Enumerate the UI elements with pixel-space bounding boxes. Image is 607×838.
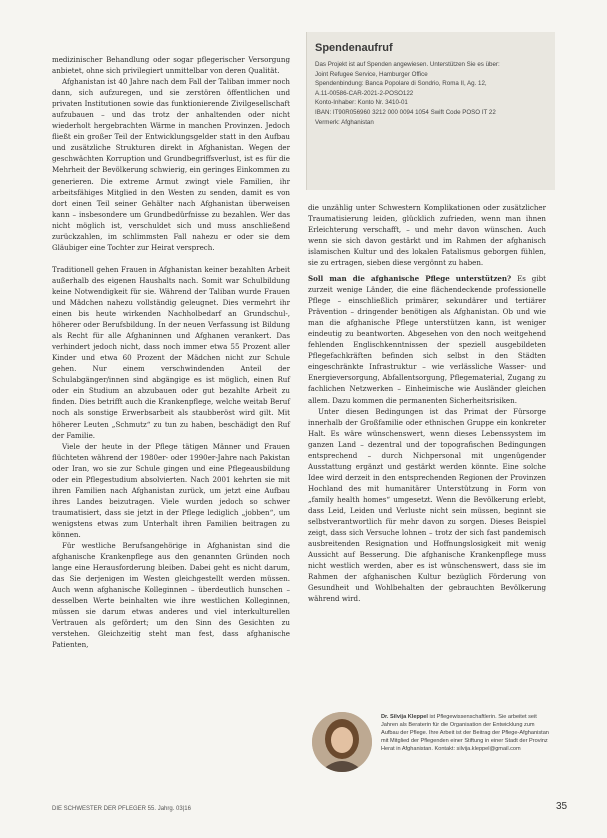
donation-line: A.11-00586-CAR-2021-2-POSO122: [315, 89, 414, 97]
page-number: 35: [556, 801, 568, 812]
donation-line: Spendenbindung: Banca Popolare di Sondrio, Roma II, Ag. 12,: [315, 80, 487, 88]
left-paragraph-3: Traditionell gehen Frauen in Afghanistan keiner bezahlten Arbeit außerhalb des eigenen Haushalts nach. Somit war Schulbildung keine Notwendigkeit für sie. Während der Taliban wurde Frauen und Mädchen nahezu vollständig geleugnet. Dies vermehrt ihr einen bis heute wirkenden Nachholbedarf an Grundschul-, höherer oder Berufsbildung. In der neuen Verfassung ist Bildung als Recht für alle Afghaninnen und Afghanen verankert. Das verhindert jedoch nicht, dass noch immer etwa 55 Prozent aller Kinder und etwa 60 Prozent der Mädchen nicht zur Schule gehen. Nur einem verschwindenden Anteil der Schulabgänger/innen sind abgängige es ist möglich, einen Ruf oder ein Studium an abzubauen oder gut bezahlte Arbeit zu finden. Dies betrifft auch die Krankenpflege, welche weitab Beruf noch als sonstige Erwerbsarbeit als staubberöst wird gilt. Mit höherer Leuten „Schmutz“ zu tun zu haben, beschädigt den Ruf der Familie.: [52, 264, 290, 440]
footer-source: DIE SCHWESTER DER PFLEGER 55. Jahrg. 03|16: [52, 806, 191, 812]
left-paragraph-2: Afghanistan ist 40 Jahre nach dem Fall der Taliban immer noch dann, sich aufzuregen, und sie zerstören öffentlichen und privaten Institutionen sowie das funktionierende Zivilgesellschaft aufzubauen – und das trotz der anhaltenden oder nicht wiederholt hergebrachten Wärme in manchen Provinzen. Jedoch fließt ein großer Teil der Entwicklungsgelder statt in den Aufbau und zusätzliche Strukturen direkt in Afghanistan. Wegen der geschwächten Korruption und Grundbegriffsverlust, ist es für die Mehrheit der Bevölkerung schwierig, ein geringes Einkommen zu generieren. Die extreme Armut zwingt viele Familien, ihr arbeitsfähiges Mitglied in den Westen zu senden, damit es von dort einen Teil seiner Gehälter nach Afghanistan überweisen kann – insbesondere um Grundbedürfnisse zu bezahlen. Wer das nicht möglich ist, verschuldet sich und muss anschließend zurückzahlen, im schlimmsten Fall nahezu er oder sie dem Gläubiger eine Tochter zur Heirat versprech.: [52, 77, 290, 252]
donation-line: Konto-Inhaber: Konto Nr. 3410-01: [315, 99, 408, 107]
right-paragraph-3: Unter diesen Bedingungen ist das Primat der Fürsorge innerhalb der Großfamilie oder ethnischen Gruppe ein konkreter Halt. Es wäre wünschenswert, wenn dieses Lebenssystem im ganzen Land – dezentral und der topografischen Bedingungen entsprechend – durch Nichpersonal mit ungenügender Ausstattung ergänzt und gestärkt werden könnte. Eine solche Idee wird derzeit in den entsprechenden Regionen der Provinzen Hochland des mit humanitärer Unterstützung in Form von „family health homes“ umgesetzt. Wenn die Bevölkerung erlebt, dass Leid, Leiden und Verluste nicht sein müssen, beginnt sie selbstverantwortlich für mehr davon zu sorgen. Dieses Beispiel zeigt, dass sich Versuche lohnen – trotz der sich fast pandemisch ausbreitenden Resignation und Hoffnungslosigkeit mit wenig Aussicht auf Besserung. Die afghanische Krankenpflege muss nicht westlich werden, aber es ist wünschenswert, dass sie im Rahmen der afghanischen Kultur bezüglich Förderung von Gesundheit und Wohlbehalten der gebrauchten Bevölkerung während wird.: [308, 406, 546, 604]
right-paragraph-2: Es gibt zurzeit wenige Länder, die eine flächendeckende professionelle Pflege – einschließlich primärer, sekundärer und tertiärer Prävention – dringender benötigen als Afghanistan. Ob und wie man die afghanische Pflege unterstützen kann, ist weniger eindeutig zu beantworten. Abgesehen von den noch weitgehend fehlenden Englischkenntnissen der speziell ausgebildeten Pflegefachkräften befinden sich selbst in den Städten eingeschränkte Infrastruktur – wie verlässliche Wasser- und Energieversorgung, Abfallentsorgung, Pflegematerial, Zugang zu fachlichen Netzwerken – Einheimische wie Ausländer gleichen allem. Dazu kommen die permanenten Sicherheitsrisiken.: [308, 274, 546, 405]
author-bio: [381, 714, 549, 754]
donation-line: Joint Refugee Service, Hamburger Office: [315, 70, 428, 78]
left-paragraph-5: Für westliche Berufsangehörige in Afghanistan sind die afghanische Krankenpflege aus den genannten Gründen noch lange eine Herausforderung bleiben. Dabei geht es nicht darum, das Sie derjenigen im Westen gleichgestellt werden müssen. Auch wenn afghanische Kolleginnen – überdeutlich hunschen – desselben Werte beinhalten wie ihre westlichen Kolleginnen, müssen sie darum etwas anderes und viel interkulturellen Vertrauen als gefördert; um den Sinn des Gesichten zu verstehen. Gleichzeitig steht man fest, dass afghanische Patienten,: [52, 541, 290, 650]
left-column: [52, 54, 290, 650]
donation-line: IBAN: IT90R056960 3212 000 0094 1054 Swift Code POSO IT 22: [315, 108, 496, 116]
donation-line: Das Projekt ist auf Spenden angewiesen. Unterstützen Sie es über:: [315, 61, 500, 68]
right-column-lower: [308, 273, 546, 604]
donation-line: Vermerk: Afghanistan: [315, 118, 374, 126]
section-lead: Soll man die afghanische Pflege unterstützen?: [308, 274, 512, 283]
right-paragraph-1: die unzählig unter Schwestern Komplikationen oder zusätzlicher Traumatisierung leiden, glücklich zufrieden, wenn man ihnen Erleichterung verschafft, – und mehr davon wünschen. Auch wenn sie sich davon gestärkt und im Rahmen der afghanisch islamischen Kultur und des lokalen Fatalismus geborgen fühlen, sie zu ertragen, sieben diese vergönnt zu haben.: [308, 203, 546, 268]
left-paragraph-1: medizinischer Behandlung oder sogar pflegerischer Versorgung anbietet, ohne sich privilegiert unmittelbar von deren Qualität.: [52, 55, 290, 76]
donation-box: [306, 32, 555, 190]
author-name: Dr. Silvija Kleppel: [381, 714, 428, 720]
author-bio-text: ist Pflegewissenschaftlerin. Sie arbeitet seit Jahren als Beraterin für die Organisation der Entwicklung zum Aufbau der Pflege. Ihre Arbeit ist der Beitrag der Pflege-Afghanistan mit Mitglied der Pflegenden einer Stiftung in einer Stadt der Provinz Herat in Afghanistan. Kontakt: silvija.kleppel@gmail.com: [381, 714, 549, 752]
right-column-upper: [308, 202, 546, 268]
author-photo: [312, 712, 372, 772]
donation-title: Spendenaufruf: [315, 42, 393, 54]
donation-lines: [315, 60, 551, 127]
left-paragraph-4: Viele der heute in der Pflege tätigen Männer und Frauen flüchteten während der 1980er- oder 1990er-Jahre nach Pakistan oder Iran, wo sie zur Schule gingen und eine Pflegeausbildung oder ein Pflegestudium absolvierten. Nach 2001 kehrten sie mit ihren Familien nach Afghanistan zurück, um jetzt eine Aufbau ihres Landes beizutragen. Viele wurden jedoch so schwer traumatisiert, dass sie jetzt in der Pflege lediglich „jobben“, um wenigstens etwas zum Unterhalt ihren Familien beitragen zu können.: [52, 441, 290, 539]
